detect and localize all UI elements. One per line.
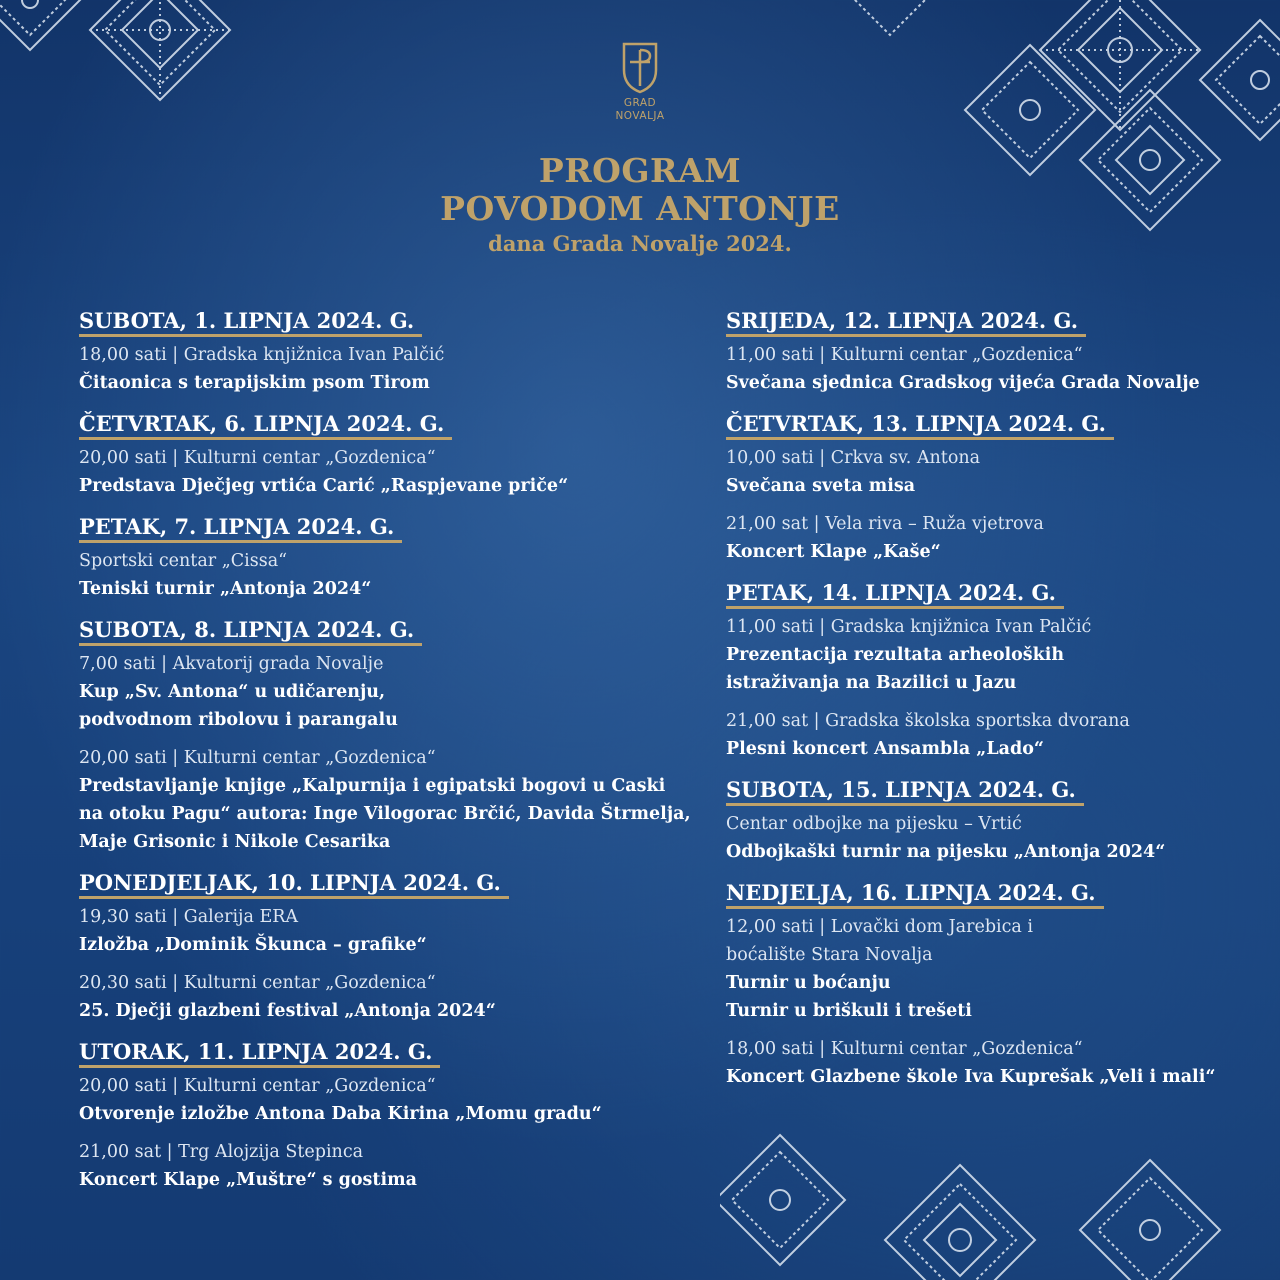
day-heading: ČETVRTAK, 6. LIPNJA 2024. G. [79,411,452,440]
event-item [79,744,699,856]
day-heading: SUBOTA, 15. LIPNJA 2024. G. [726,777,1084,806]
event-item [79,650,699,734]
event-item [726,613,1246,697]
event-title: Predstavljanje knjige „Kalpurnija i egipatski bogovi u Caski [79,776,666,796]
event-item [79,547,699,603]
event-item [79,1138,699,1194]
page-title-line-1: PROGRAM [538,151,742,190]
event-title: Prezentacija rezultata arheoloških [726,645,1065,665]
day-heading: NEDJELJA, 16. LIPNJA 2024. G. [726,880,1104,909]
event-title: Teniski turnir „Antonja 2024“ [79,579,372,599]
event-title: Koncert Glazbene škole Iva Kuprešak „Veli i mali“ [726,1067,1216,1087]
event-time-location: 11,00 sati | Kulturni centar „Gozdenica“ [726,345,1083,365]
event-time-location: 20,00 sati | Kulturni centar „Gozdenica“ [79,448,436,468]
event-title: Koncert Klape „Muštre“ s gostima [79,1170,417,1190]
event-title: Turnir u boćanju [726,973,891,993]
event-item [79,903,699,959]
day-block [79,411,699,500]
event-item [726,707,1246,763]
event-time-location: 7,00 sati | Akvatorij grada Novalje [79,654,384,674]
event-time-location: Sportski centar „Cissa“ [79,551,288,571]
event-title: Odbojkaški turnir na pijesku „Antonja 2024“ [726,842,1166,862]
event-title: Kup „Sv. Antona“ u udičarenju, [79,682,386,702]
day-heading: SUBOTA, 8. LIPNJA 2024. G. [79,617,422,646]
event-item [79,444,699,500]
day-block [726,580,1246,763]
event-title: Svečana sveta misa [726,476,916,496]
page-title-line-2: POVODOM ANTONJE [440,189,840,228]
day-heading: PONEDJELJAK, 10. LIPNJA 2024. G. [79,870,509,899]
event-item [79,969,699,1025]
event-time-location: 19,30 sati | Galerija ERA [79,907,299,927]
grad-novalja-logo-icon [620,40,660,96]
event-title: Maje Grisonic i Nikole Cesarika [79,832,391,852]
event-time-location: 20,00 sati | Kulturni centar „Gozdenica“ [79,748,436,768]
event-title: Plesni koncert Ansambla „Lado“ [726,739,1044,759]
day-heading: PETAK, 14. LIPNJA 2024. G. [726,580,1064,609]
logo-line-2: NOVALJA [615,110,665,122]
event-time-location: 20,30 sati | Kulturni centar „Gozdenica“ [79,973,436,993]
event-title: Turnir u briškuli i trešeti [726,1001,972,1021]
event-title: Predstava Dječjeg vrtića Carić „Raspjevane priče“ [79,476,569,496]
day-block [726,777,1246,866]
schedule-right-column [726,308,1246,1105]
event-item [726,913,1246,1025]
day-block [726,308,1246,397]
event-time-location: boćalište Stara Novalja [726,945,933,965]
day-heading: ČETVRTAK, 13. LIPNJA 2024. G. [726,411,1114,440]
event-time-location: 10,00 sati | Crkva sv. Antona [726,448,981,468]
event-item [79,341,699,397]
day-heading: SUBOTA, 1. LIPNJA 2024. G. [79,308,422,337]
event-item [726,444,1246,500]
day-heading: PETAK, 7. LIPNJA 2024. G. [79,514,402,543]
poster-header [0,40,1280,258]
event-time-location: 21,00 sat | Gradska školska sportska dvorana [726,711,1130,731]
event-time-location: 20,00 sati | Kulturni centar „Gozdenica“ [79,1076,436,1096]
event-title: na otoku Pagu“ autora: Inge Vilogorac Brčić, Davida Štrmelja, [79,804,691,824]
event-time-location: Centar odbojke na pijesku – Vrtić [726,814,1022,834]
day-block [79,1039,699,1194]
day-block [79,514,699,603]
day-block [79,870,699,1025]
event-time-location: 21,00 sat | Vela riva – Ruža vjetrova [726,514,1044,534]
event-title: Otvorenje izložbe Antona Daba Kirina „Momu gradu“ [79,1104,602,1124]
event-title: Svečana sjednica Gradskog vijeća Grada Novalje [726,373,1200,393]
event-time-location: 12,00 sati | Lovački dom Jarebica i [726,917,1034,937]
day-block [726,411,1246,566]
page-subtitle: dana Grada Novalje 2024. [488,231,792,256]
day-heading: UTORAK, 11. LIPNJA 2024. G. [79,1039,440,1068]
day-block [79,617,699,856]
event-item [726,1035,1246,1091]
event-time-location: 11,00 sati | Gradska knjižnica Ivan Palčić [726,617,1092,637]
lace-ornament-bottom-right [720,1130,1280,1280]
day-block [79,308,699,397]
event-item [726,341,1246,397]
event-item [726,810,1246,866]
event-time-location: 18,00 sati | Gradska knjižnica Ivan Palčić [79,345,445,365]
event-title: Izložba „Dominik Škunca – grafike“ [79,935,427,955]
event-title: Čitaonica s terapijskim psom Tirom [79,373,430,393]
event-title: Koncert Klape „Kaše“ [726,542,941,562]
event-item [726,510,1246,566]
logo-line-1: GRAD [623,97,657,109]
event-title: istraživanja na Bazilici u Jazu [726,673,1017,693]
event-title: 25. Dječji glazbeni festival „Antonja 2024“ [79,1001,496,1021]
event-title: podvodnom ribolovu i parangalu [79,710,398,730]
event-time-location: 18,00 sati | Kulturni centar „Gozdenica“ [726,1039,1083,1059]
day-heading: SRIJEDA, 12. LIPNJA 2024. G. [726,308,1086,337]
schedule-left-column [79,308,699,1208]
event-item [79,1072,699,1128]
event-time-location: 21,00 sat | Trg Alojzija Stepinca [79,1142,364,1162]
day-block [726,880,1246,1091]
